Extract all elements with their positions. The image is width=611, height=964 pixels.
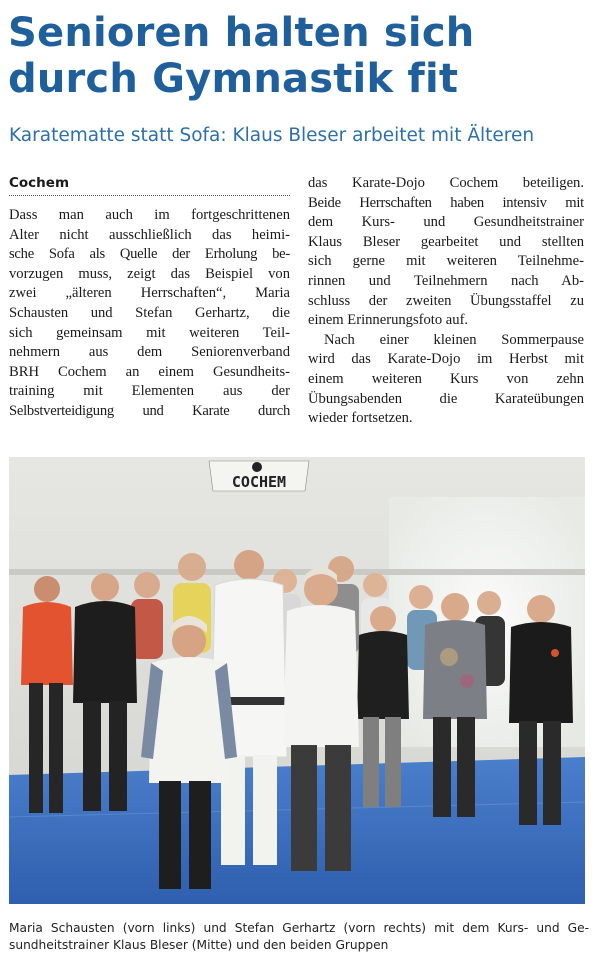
- body-line: sche Sofa als Quelle der Erholung be-: [9, 246, 290, 263]
- headline-line-1: Senioren halten sich: [8, 10, 475, 56]
- body-line: Schausten und Stefan Gerhartz, die: [9, 304, 290, 321]
- body-line: wieder fortsetzen.: [308, 410, 413, 427]
- headline-line-2: durch Gymnastik fit: [8, 56, 459, 102]
- group-photo-illustration: [9, 457, 585, 904]
- body-line: Alter nicht ausschließlich das heimi-: [9, 226, 290, 243]
- body-line: zwei „älteren Herrschaften“, Maria: [9, 285, 290, 302]
- body-line: schluss der zweiten Übungsstaffel zu: [308, 292, 584, 309]
- right-text-column: [308, 174, 584, 429]
- body-line: BRH Cochem an einem Gesundheits-: [9, 363, 290, 380]
- body-line: dem Kurs- und Gesundheitstrainer: [308, 214, 584, 231]
- headline: [8, 10, 603, 102]
- body-line: Dass man auch im fortgeschrittenen: [9, 207, 290, 223]
- body-line: das Karate-Dojo Cochem beteiligen.: [308, 175, 584, 191]
- body-line: einem weiteren Kurs von zehn: [308, 370, 584, 387]
- caption-line: sundheitstrainer Klaus Bleser (Mitte) und den beiden Gruppen: [9, 938, 389, 952]
- wall-stripe: [9, 569, 585, 575]
- banner-emblem-icon: [252, 462, 262, 472]
- group-photo: [9, 457, 585, 904]
- body-line: einem Erinnerungsfoto auf.: [308, 312, 469, 329]
- body-line: Klaus Bleser gearbeitet und stellten: [308, 233, 584, 250]
- body-line: wird das Karate-Dojo im Herbst mit: [308, 351, 584, 368]
- subheadline: Karatematte statt Sofa: Klaus Bleser arbeitet mit Älteren: [9, 125, 535, 146]
- body-line: rinnen und Teilnehmern nach Ab-: [308, 272, 584, 289]
- body-line: training mit Elementen aus der: [9, 383, 290, 400]
- body-line: nehmern aus dem Seniorenverband: [9, 344, 290, 361]
- banner-text: COCHEM: [231, 473, 287, 491]
- photo-caption: [9, 920, 589, 954]
- body-line: Selbstverteidigung und Karate durch: [9, 402, 290, 419]
- body-line: Beide Herrschaften haben intensiv mit: [308, 194, 584, 211]
- body-line: sich gemeinsam mit weiteren Teil-: [9, 324, 290, 341]
- left-text-column: [9, 174, 290, 422]
- caption-line: Maria Schausten (vorn links) und Stefan Gerhartz (vorn rechts) mit dem Kurs- und Ge-: [9, 921, 589, 935]
- location-dateline: Cochem: [9, 174, 290, 196]
- body-line: sich gerne mit weiteren Teilnehme-: [308, 253, 584, 270]
- body-line: vorzugen muss, zeigt das Beispiel von: [9, 265, 290, 282]
- body-line: Übungsabenden die Karateübungen: [308, 390, 584, 407]
- body-line: Nach einer kleinen Sommerpause: [324, 331, 584, 348]
